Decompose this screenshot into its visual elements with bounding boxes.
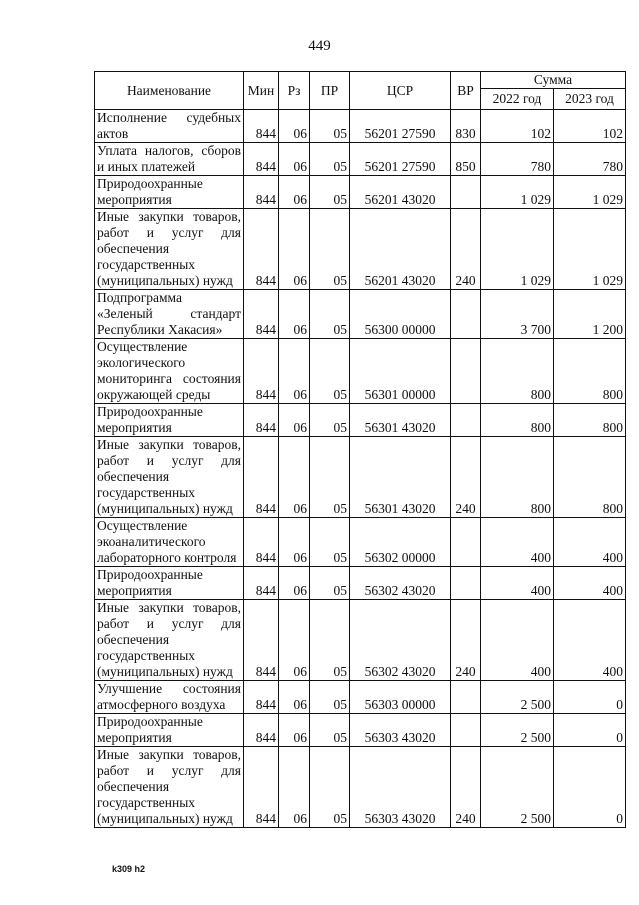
cell-min: 844 [244,143,279,176]
cell-rz: 06 [279,110,310,143]
table-row [95,209,626,290]
cell-vr [451,339,481,404]
cell-csr: 56302 00000 [350,518,451,567]
cell-csr: 56301 43020 [350,437,451,518]
table-row [95,567,626,600]
cell-rz: 06 [279,339,310,404]
cell-2023: 800 [554,404,626,437]
cell-2022: 2 500 [481,714,554,747]
cell-csr: 56303 00000 [350,681,451,714]
cell-min: 844 [244,339,279,404]
cell-csr: 56201 27590 [350,143,451,176]
cell-2022: 800 [481,339,554,404]
cell-csr: 56302 43020 [350,600,451,681]
cell-vr [451,681,481,714]
cell-rz: 06 [279,437,310,518]
cell-pr: 05 [310,567,350,600]
table-row [95,437,626,518]
table-row [95,714,626,747]
cell-2022: 400 [481,518,554,567]
cell-pr: 05 [310,714,350,747]
cell-name: Иные закупки товаров, работ и услуг для обеспечения государственных (муниципальных) нужд [95,437,244,518]
cell-rz: 06 [279,600,310,681]
cell-vr [451,290,481,339]
cell-name: Природоохранные мероприятия [95,404,244,437]
col-header-pr: ПР [310,72,350,110]
cell-2023: 800 [554,339,626,404]
cell-vr: 240 [451,437,481,518]
cell-2022: 102 [481,110,554,143]
table-body [95,110,626,828]
cell-2023: 1 200 [554,290,626,339]
cell-2023: 1 029 [554,176,626,209]
cell-vr [451,518,481,567]
cell-min: 844 [244,681,279,714]
cell-pr: 05 [310,437,350,518]
footer-code: k309 h2 [112,864,146,874]
col-header-vr: ВР [451,72,481,110]
cell-rz: 06 [279,714,310,747]
cell-2023: 400 [554,600,626,681]
cell-name: Иные закупки товаров, работ и услуг для обеспечения государственных (муниципальных) нужд [95,600,244,681]
cell-min: 844 [244,747,279,828]
cell-rz: 06 [279,567,310,600]
table-row [95,518,626,567]
cell-min: 844 [244,176,279,209]
table-row [95,600,626,681]
cell-min: 844 [244,714,279,747]
header-row-top [95,72,626,89]
cell-pr: 05 [310,747,350,828]
cell-pr: 05 [310,110,350,143]
cell-name: Подпрограмма «Зеленый стандарт Республики Хакасия» [95,290,244,339]
cell-min: 844 [244,209,279,290]
cell-2022: 400 [481,600,554,681]
cell-2022: 3 700 [481,290,554,339]
cell-2023: 400 [554,567,626,600]
cell-name: Осуществление экоаналитического лабораторного контроля [95,518,244,567]
col-header-2022: 2022 год [481,89,554,110]
cell-csr: 56301 00000 [350,339,451,404]
cell-2023: 0 [554,747,626,828]
cell-2022: 1 029 [481,176,554,209]
cell-name: Иные закупки товаров, работ и услуг для обеспечения государственных (муниципальных) нужд [95,747,244,828]
cell-name: Природоохранные мероприятия [95,567,244,600]
cell-min: 844 [244,290,279,339]
cell-pr: 05 [310,404,350,437]
col-header-rz: Рз [279,72,310,110]
cell-vr: 240 [451,600,481,681]
cell-vr [451,404,481,437]
cell-2023: 0 [554,681,626,714]
cell-rz: 06 [279,290,310,339]
cell-csr: 56302 43020 [350,567,451,600]
cell-min: 844 [244,404,279,437]
cell-vr: 830 [451,110,481,143]
cell-pr: 05 [310,681,350,714]
cell-rz: 06 [279,176,310,209]
cell-rz: 06 [279,747,310,828]
cell-min: 844 [244,567,279,600]
cell-csr: 56201 43020 [350,176,451,209]
cell-2023: 800 [554,437,626,518]
cell-name: Иные закупки товаров, работ и услуг для обеспечения государственных (муниципальных) нужд [95,209,244,290]
cell-csr: 56300 00000 [350,290,451,339]
table-row [95,339,626,404]
cell-vr [451,714,481,747]
cell-2022: 800 [481,404,554,437]
table-row [95,290,626,339]
cell-min: 844 [244,518,279,567]
cell-2022: 1 029 [481,209,554,290]
col-header-2023: 2023 год [554,89,626,110]
cell-rz: 06 [279,681,310,714]
cell-min: 844 [244,437,279,518]
cell-name: Осуществление экологического мониторинга состояния окружающей среды [95,339,244,404]
cell-rz: 06 [279,143,310,176]
col-header-min: Мин [244,72,279,110]
cell-pr: 05 [310,143,350,176]
cell-rz: 06 [279,518,310,567]
cell-vr [451,176,481,209]
col-header-csr: ЦСР [350,72,451,110]
col-header-sum: Сумма [481,72,626,89]
table-row [95,747,626,828]
cell-2023: 102 [554,110,626,143]
cell-name: Природоохранные мероприятия [95,176,244,209]
cell-vr: 850 [451,143,481,176]
page-number: 449 [308,38,331,54]
col-header-name: Наименование [95,72,244,110]
cell-2023: 780 [554,143,626,176]
cell-pr: 05 [310,176,350,209]
cell-2022: 2 500 [481,681,554,714]
cell-min: 844 [244,110,279,143]
table-row [95,404,626,437]
cell-vr [451,567,481,600]
cell-vr: 240 [451,747,481,828]
cell-rz: 06 [279,209,310,290]
cell-vr: 240 [451,209,481,290]
cell-pr: 05 [310,209,350,290]
cell-pr: 05 [310,518,350,567]
cell-2022: 800 [481,437,554,518]
cell-rz: 06 [279,404,310,437]
cell-2023: 1 029 [554,209,626,290]
table-row [95,176,626,209]
cell-name: Природоохранные мероприятия [95,714,244,747]
cell-min: 844 [244,600,279,681]
cell-csr: 56303 43020 [350,747,451,828]
cell-name: Исполнение судебных актов [95,110,244,143]
cell-2023: 0 [554,714,626,747]
cell-2023: 400 [554,518,626,567]
cell-csr: 56303 43020 [350,714,451,747]
cell-2022: 2 500 [481,747,554,828]
cell-csr: 56301 43020 [350,404,451,437]
cell-csr: 56201 43020 [350,209,451,290]
table-row [95,143,626,176]
cell-pr: 05 [310,290,350,339]
cell-name: Улучшение состояния атмосферного воздуха [95,681,244,714]
table-row [95,681,626,714]
cell-pr: 05 [310,600,350,681]
table-row [95,110,626,143]
cell-pr: 05 [310,339,350,404]
cell-2022: 780 [481,143,554,176]
cell-2022: 400 [481,567,554,600]
cell-csr: 56201 27590 [350,110,451,143]
budget-table [94,71,626,828]
cell-name: Уплата налогов, сборов и иных платежей [95,143,244,176]
